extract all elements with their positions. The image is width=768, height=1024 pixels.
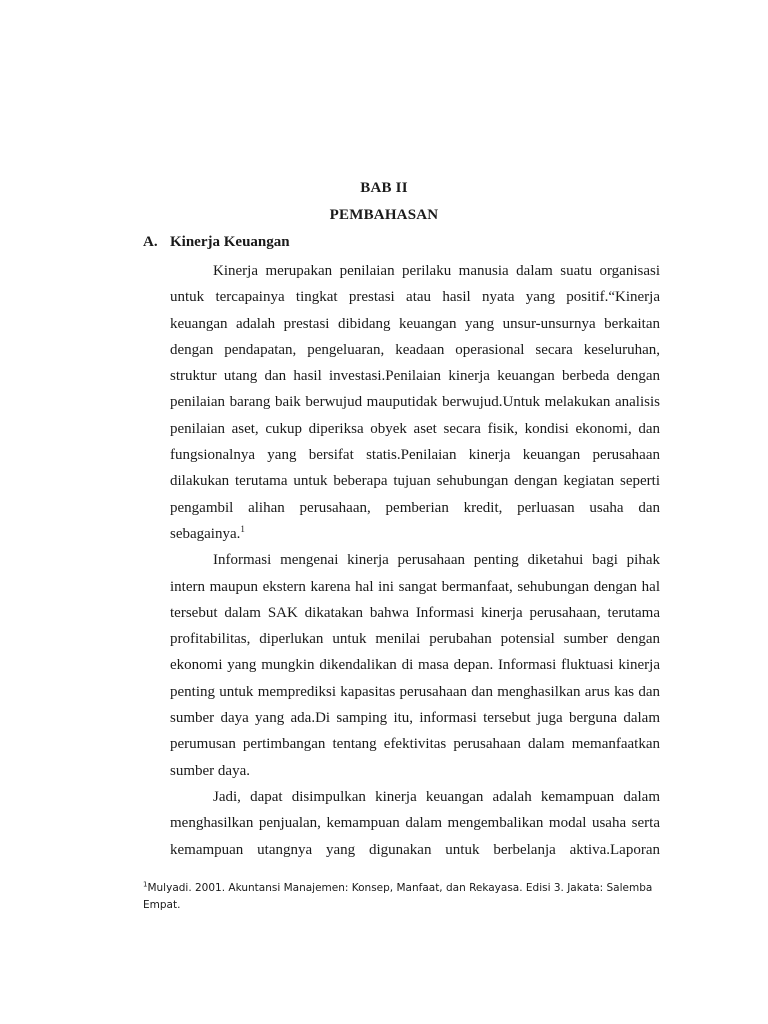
section-heading	[143, 234, 290, 251]
footnote-text: Mulyadi. 2001. Akuntansi Manajemen: Konsep, Manfaat, dan Rekayasa. Edisi 3. Jakata: Salemba Empat.	[143, 882, 653, 911]
paragraph-text: Informasi mengenai kinerja perusahaan penting diketahui bagi pihak intern maupun ekstern karena hal ini sangat bermanfaat, sehubungan dengan hal tersebut dalam SAK dikatakan bahwa Informasi kinerja perusahaan, terutama profitabilitas, diperlukan untuk menilai perubahan potensial sumber dengan ekonomi yang mungkin dikendalikan di masa depan. Informasi fluktuasi kinerja penting untuk memprediksi kapasitas perusahaan dan menghasilkan arus kas dan sumber daya yang ada.Di samping itu, informasi tersebut juga berguna dalam perumusan pertimbangan tentang efektivitas perusahaan dalam memanfaatkan sumber daya.	[170, 552, 660, 779]
chapter-number: BAB II	[360, 180, 408, 196]
footnote-reference: 1	[240, 523, 245, 534]
footnote	[143, 880, 663, 914]
paragraph-3	[170, 784, 660, 863]
paragraph-text: Kinerja merupakan penilaian perilaku manusia dalam suatu organisasi untuk tercapainya tingkat prestasi atau hasil nyata yang positif.“Kinerja keuangan adalah prestasi dibidang keuangan yang unsur-unsurnya berkaitan dengan pendapatan, pengeluaran, keadaan operasional secara keseluruhan, struktur utang dan hasil investasi.Penilaian kinerja keuangan berbeda dengan penilaian barang baik berwujud mauputidak berwujud.Untuk melakukan analisis penilaian aset, cukup diperiksa obyek aset secara fisik, kondisi ekonomi, dan fungsionalnya yang bersifat statis.Penilaian kinerja keuangan perusahaan dilakukan terutama untuk beberapa tujuan sehubungan dengan kegiatan seperti pengambil alihan perusahaan, pemberian kredit, perluasan usaha dan sebagainya.	[170, 263, 660, 542]
chapter-title: PEMBAHASAN	[329, 207, 439, 223]
section-letter: A.	[143, 234, 158, 250]
footnote-number: 1	[143, 880, 148, 889]
paragraph-1	[170, 258, 660, 547]
section-title: Kinerja Keuangan	[170, 234, 290, 250]
body-text	[170, 258, 660, 863]
paragraph-text: Jadi, dapat disimpulkan kinerja keuangan adalah kemampuan dalam menghasilkan penjualan, kemampuan dalam mengembalikan modal usaha serta kemampuan utangnya yang digunakan untuk berbelanja aktiva.Laporan	[170, 788, 660, 858]
paragraph-2	[170, 547, 660, 784]
